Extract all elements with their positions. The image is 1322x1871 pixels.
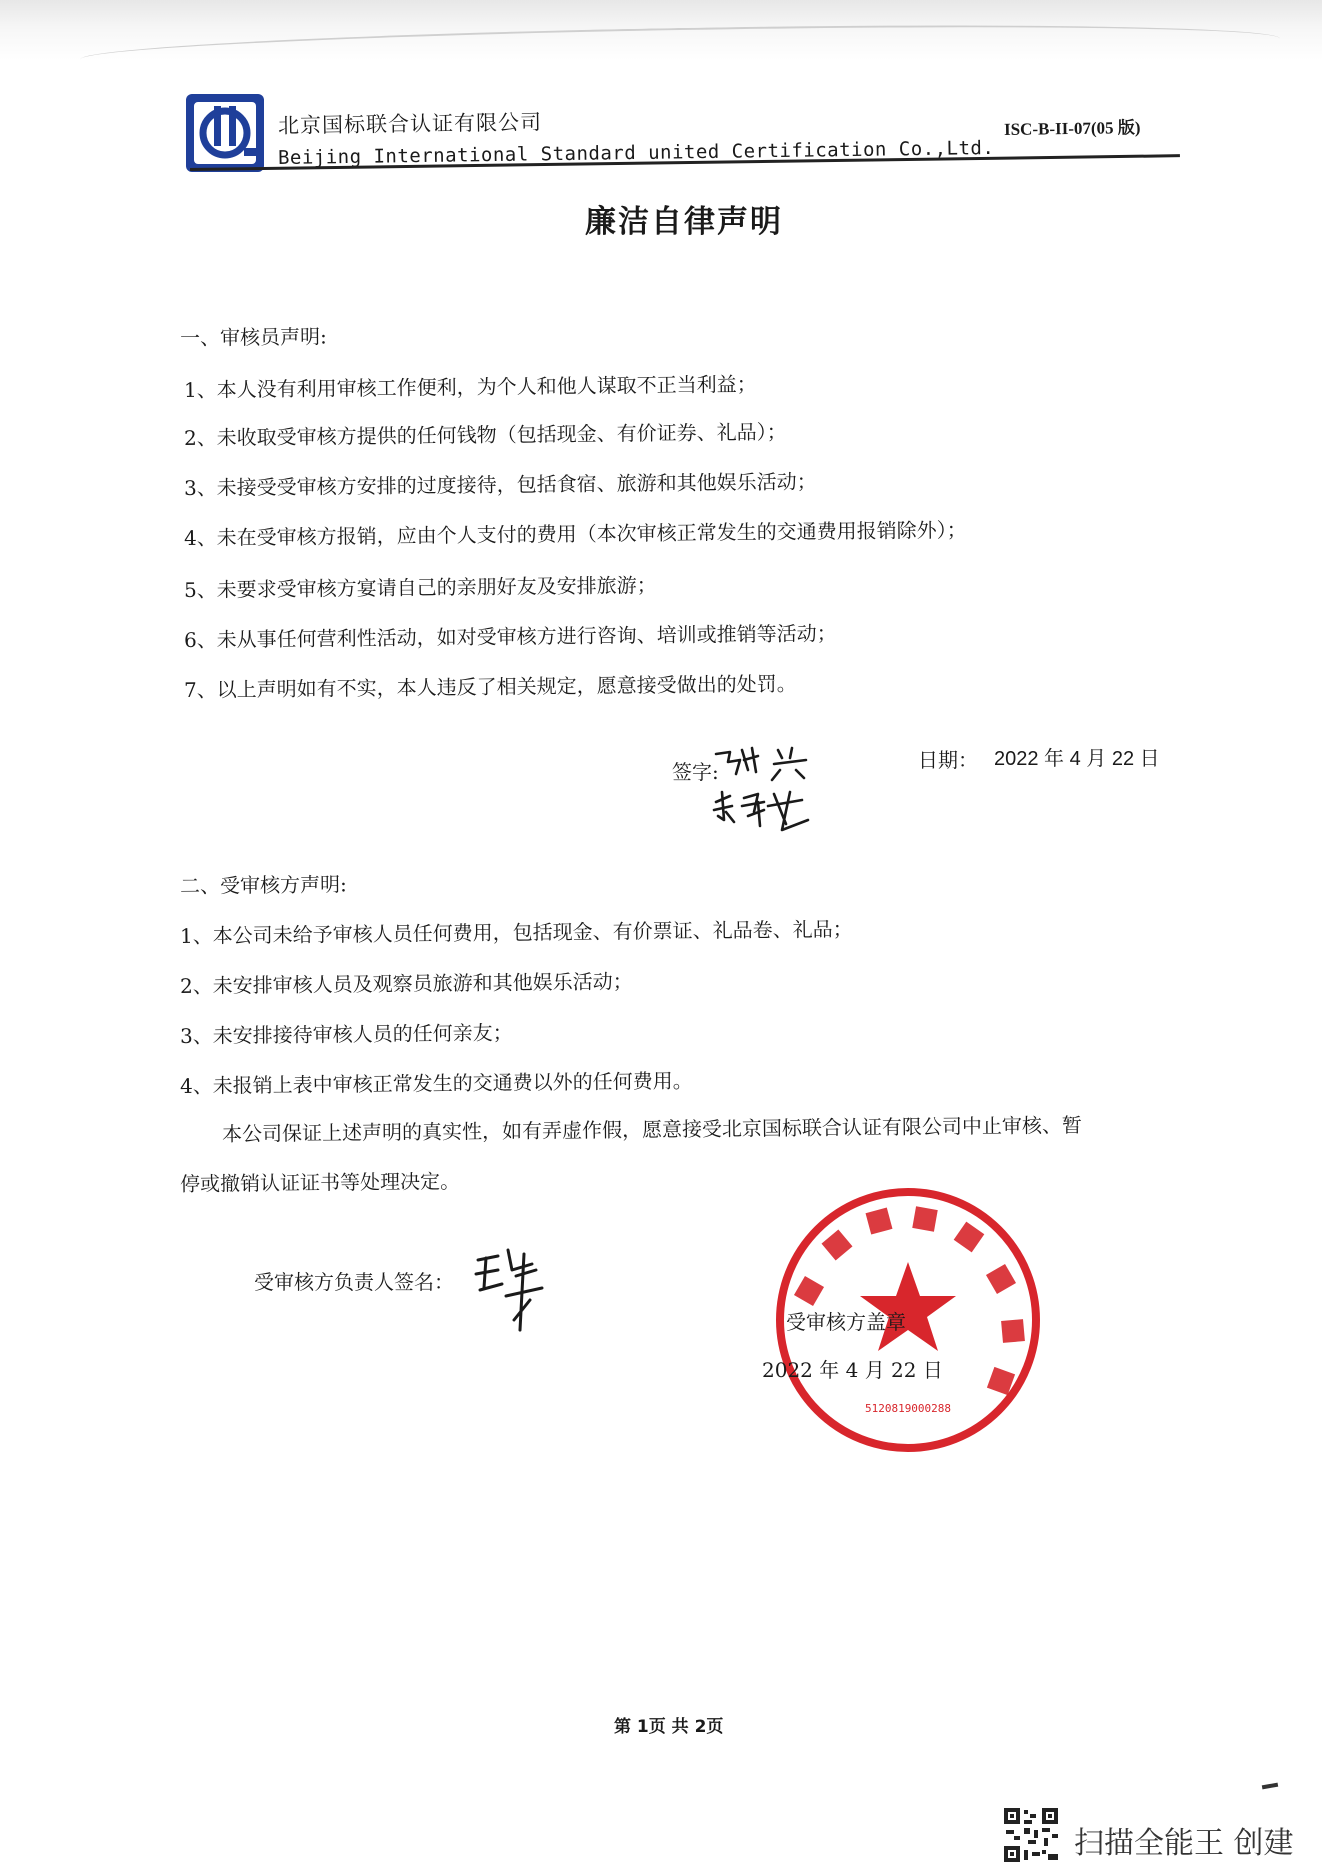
seal-label: 受审核方盖章 [786, 1310, 906, 1334]
scan-mark [1262, 1783, 1278, 1790]
auditee-item: 2、未安排审核人员及观察员旅游和其他娱乐活动； [179, 969, 633, 998]
page-title: 廉洁自律声明 [585, 204, 783, 240]
scanner-watermark: 扫描全能王 创建 [1074, 1826, 1294, 1861]
auditee-item: 1、本公司未给予审核人员任何费用，包括现金、有价票证、礼品卷、礼品； [179, 916, 853, 948]
auditee-item: 4、未报销上表中审核正常发生的交通费以外的任何费用。 [179, 1068, 693, 1098]
auditor-item: 6、未从事任何营利性活动，如对受审核方进行咨询、培训或推销等活动； [183, 621, 837, 652]
company-name-cn: 北京国标联合认证有限公司 [277, 110, 543, 138]
auditor-item: 7、以上声明如有不实，本人违反了相关规定，愿意接受做出的处罚。 [183, 671, 797, 702]
auditor-heading: 一、审核员声明: [179, 324, 327, 350]
auditor-item: 2、未收取受审核方提供的任何钱物（包括现金、有价证券、礼品）； [183, 419, 787, 450]
auditor-item: 5、未要求受审核方宴请自己的亲朋好友及安排旅游； [183, 573, 657, 602]
page-number: 第 1页 共 2页 [614, 1717, 724, 1737]
auditor-item: 3、未接受受审核方安排的过度接待，包括食宿、旅游和其他娱乐活动； [183, 469, 817, 500]
auditee-guarantee-line-1: 本公司保证上述声明的真实性，如有弄虚作假，愿意接受北京国标联合认证有限公司中止审核、暂 [221, 1112, 1083, 1146]
auditee-item: 3、未安排接待审核人员的任何亲友； [179, 1020, 513, 1048]
responsible-sign-label: 受审核方负责人签名： [254, 1270, 454, 1294]
auditor-item: 1、本人没有利用审核工作便利，为个人和他人谋取不正当利益； [183, 372, 757, 402]
qr-code-icon [1002, 1806, 1060, 1864]
form-code: ISC-B-II-07(05 版) [1003, 118, 1141, 139]
auditee-heading: 二、受审核方声明: [179, 872, 347, 898]
certification-logo-icon [184, 92, 266, 174]
seal-date: 2022 年 4 月 22 日 [762, 1358, 943, 1382]
auditor-date-value: 2022 年 4 月 22 日 [994, 748, 1160, 770]
auditor-date-label: 日期： [918, 748, 978, 772]
svg-text:5120819000288: 5120819000288 [864, 1402, 952, 1415]
auditee-guarantee-line-2: 停或撤销认证证书等处理决定。 [179, 1169, 461, 1196]
company-name-en: Beijing International Standard united Certification Co.,Ltd. [277, 137, 995, 169]
auditor-handwritten-signature [712, 740, 832, 840]
auditor-item: 4、未在受审核方报销，应由个人支付的费用（本次审核正常发生的交通费用报销除外）； [183, 517, 967, 550]
auditor-sign-label: 签字: [672, 760, 719, 784]
responsible-handwritten-signature [472, 1240, 552, 1340]
